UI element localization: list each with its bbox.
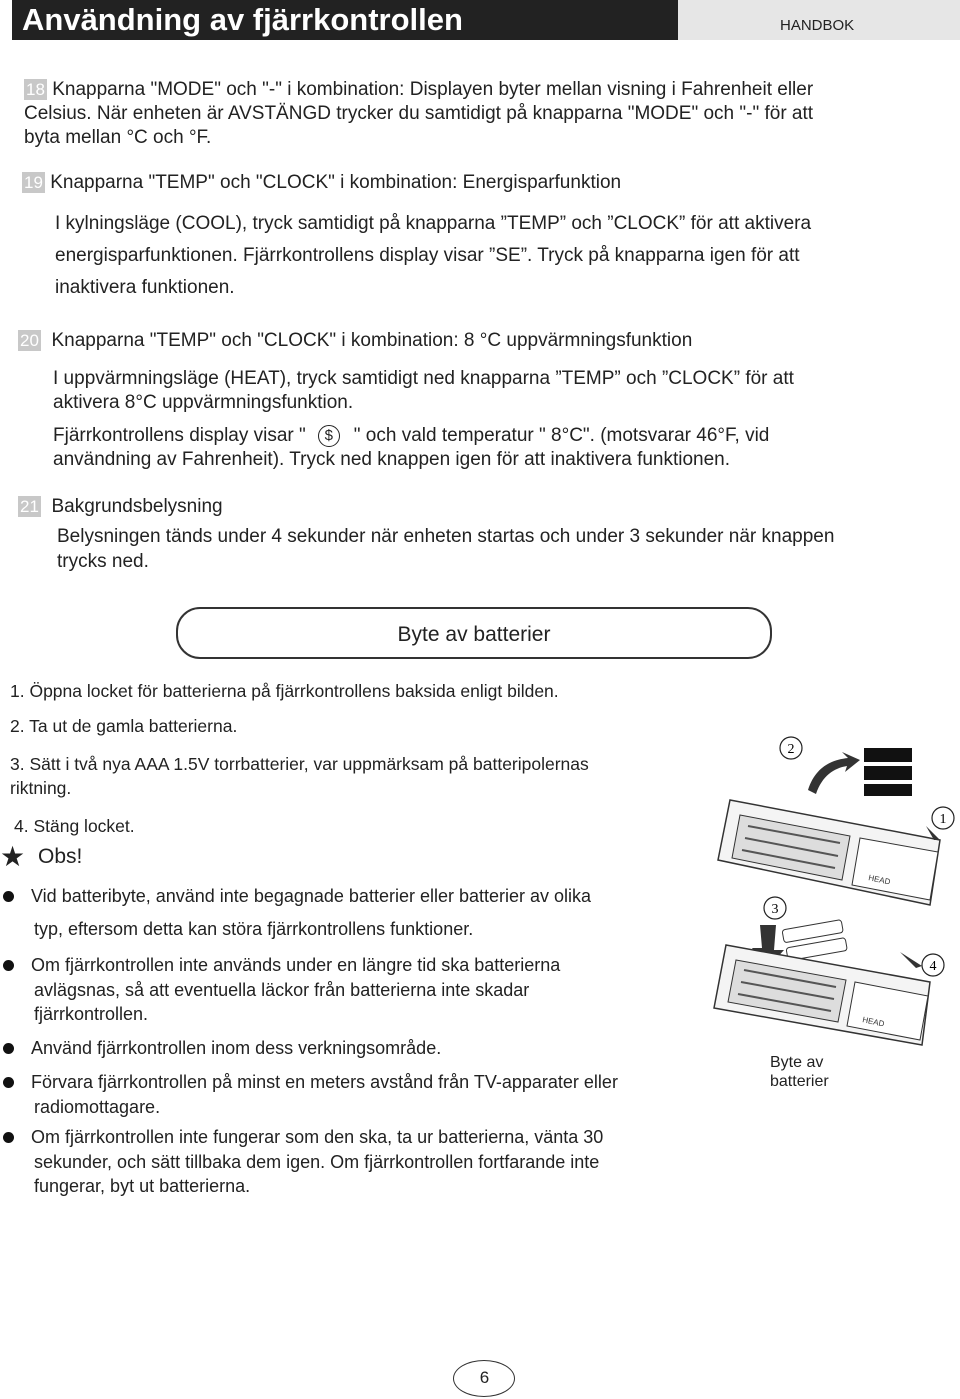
section-text: användning av Fahrenheit). Tryck ned knappen igen för att inaktivera funktionen. — [53, 449, 731, 470]
battery-icon — [864, 784, 912, 796]
section-19-heading — [22, 172, 621, 194]
section-heading: Bakgrundsbelysning — [51, 496, 223, 517]
bullet-text: Om fjärrkontrollen inte fungerar som den ska, ta ur batterierna, vänta 30 sekunder, och sätt tillbaka dem igen. Om fjärrkontrollen fortfarande inte fungerar, byt ut batterierna. — [31, 1127, 604, 1196]
section-number: 20 — [20, 331, 39, 350]
curved-arrow-icon — [808, 752, 860, 794]
bullet-text: Vid batteribyte, använd inte begagnade batterier eller batterier av olika — [31, 886, 592, 906]
section-20-body-2 — [53, 424, 769, 472]
remote-control-insert — [714, 945, 930, 1045]
section-text: " och vald temperatur " 8°C". (motsvarar 46°F, vid — [353, 425, 770, 446]
section-21-body — [57, 524, 834, 574]
battery-replacement-figure — [690, 730, 960, 1050]
step-label-3 — [764, 897, 786, 919]
bullet-icon — [3, 960, 14, 971]
battery-banner-title: Byte av batterier — [397, 623, 551, 646]
section-text: Fjärrkontrollens display visar " — [53, 425, 306, 446]
bullet-icon — [3, 891, 14, 902]
remote-control-open — [718, 800, 940, 905]
bullet-text: Förvara fjärrkontrollen på minst en meters avstånd från TV-apparater eller radiomottagare. — [31, 1072, 618, 1117]
page-number: 6 — [479, 1368, 490, 1387]
step-3-cont: riktning. — [10, 778, 72, 798]
section-heading: Knapparna "TEMP" och "CLOCK" i kombination: 8 °C uppvärmningsfunktion — [51, 330, 693, 351]
step-label-4 — [922, 954, 944, 976]
section-heading: Knapparna "TEMP" och "CLOCK" i kombination: Energisparfunktion — [50, 172, 622, 193]
section-text: Belysningen tänds under 4 sekunder när enheten startas och under 3 sekunder när knappen — [57, 526, 835, 547]
battery-icon — [864, 748, 912, 762]
step-4: 4. Stäng locket. — [14, 816, 135, 836]
bullet-text: Använd fjärrkontrollen inom dess verkningsområde. — [31, 1038, 442, 1058]
section-number: 19 — [24, 173, 43, 192]
step-label-2 — [780, 737, 802, 759]
svg-text:1: 1 — [939, 812, 947, 827]
section-19-body — [55, 208, 811, 304]
step-2: 2. Ta ut de gamla batterierna. — [10, 716, 238, 736]
section-text: Knapparna "MODE" och "-" i kombination: Displayen byter mellan visning i Fahrenheit eller — [52, 79, 814, 100]
bullet-icon — [3, 1077, 14, 1088]
svg-text:HEAD: HEAD — [861, 1015, 886, 1029]
handbook-tag: HANDBOK — [780, 17, 855, 34]
section-20-body — [53, 367, 794, 415]
svg-text:4: 4 — [929, 959, 937, 974]
bullet-icon — [3, 1043, 14, 1054]
svg-text:3: 3 — [771, 902, 779, 917]
bullet-text: Om fjärrkontrollen inte används under en längre tid ska batterierna avlägsnas, så att eventuella läckor från batterierna inte skadar fjärrkontrollen. — [31, 955, 561, 1024]
svg-text:2: 2 — [787, 742, 795, 757]
obs-heading: Obs! — [38, 845, 83, 868]
section-21-heading — [18, 496, 223, 518]
section-text: aktivera 8°C uppvärmningsfunktion. — [53, 392, 354, 413]
step-3: 3. Sätt i två nya AAA 1.5V torrbatterier, var uppmärksam på batteripolernas — [10, 754, 589, 774]
section-text: byta mellan °C och °F. — [24, 127, 212, 148]
step-1: 1. Öppna locket för batterierna på fjärrkontrollens baksida enligt bilden. — [10, 681, 559, 701]
star-icon: ★ — [0, 841, 26, 872]
section-text: trycks ned. — [57, 551, 149, 572]
section-number: 21 — [20, 497, 39, 516]
section-number: 18 — [26, 80, 45, 99]
figure-caption: Byte av batterier — [770, 1054, 829, 1090]
battery-icon — [864, 766, 912, 780]
bullet-text: typ, eftersom detta kan störa fjärrkontrollens funktioner. — [34, 919, 474, 939]
section-18 — [24, 78, 813, 150]
section-text: Celsius. När enheten är AVSTÄNGD trycker du samtidigt på knapparna "MODE" och "-" för att — [24, 103, 814, 124]
energy-symbol-icon: $ — [318, 425, 340, 447]
step-label-1 — [932, 807, 954, 829]
section-text: I uppvärmningsläge (HEAT), tryck samtidigt ned knapparna ”TEMP” och ”CLOCK” för att — [53, 368, 794, 389]
section-text: energisparfunktionen. Fjärrkontrollens display visar ”SE”. Tryck på knapparna igen för att — [55, 245, 800, 266]
page-title: Användning av fjärrkontrollen — [22, 2, 463, 37]
svg-text:HEAD: HEAD — [867, 873, 892, 887]
section-text: inaktivera funktionen. — [55, 277, 235, 298]
arrow-icon — [900, 952, 922, 968]
bullet-icon — [3, 1132, 14, 1143]
section-20-heading — [18, 330, 692, 352]
section-text: I kylningsläge (COOL), tryck samtidigt på knapparna ”TEMP” och ”CLOCK” för att aktivera — [55, 213, 812, 234]
